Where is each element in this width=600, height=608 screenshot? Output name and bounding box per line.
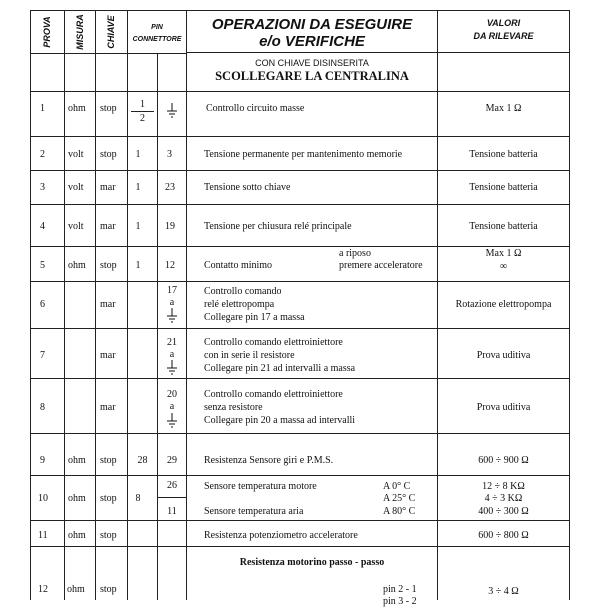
ground-icon bbox=[166, 103, 178, 119]
cell-operazione: Tensione per chiusura relé principale bbox=[204, 221, 352, 232]
cell-chiave: stop bbox=[100, 103, 117, 114]
cell-operazione: Sensore temperatura aria bbox=[204, 506, 304, 517]
cell-pin-b: 29 bbox=[167, 455, 177, 466]
cell-pin-a: 1 bbox=[135, 182, 141, 193]
cell-condizione: a riposo bbox=[339, 248, 371, 259]
cell-operazione: Tensione sotto chiave bbox=[204, 182, 291, 193]
cell-pin-b-bottom: 11 bbox=[167, 506, 177, 517]
cell-condizione: pin 2 - 1 bbox=[383, 584, 417, 595]
cell-operazione: Controllo circuito masse bbox=[206, 103, 305, 114]
cell-prova: 9 bbox=[40, 455, 45, 466]
cell-pin-b-top: 26 bbox=[167, 480, 177, 491]
header-connettore: CONNETTORE bbox=[132, 36, 182, 43]
ground-icon bbox=[166, 413, 178, 429]
cell-pin-b: 21 bbox=[167, 337, 177, 348]
cell-chiave: mar bbox=[100, 402, 116, 413]
cell-valore: Rotazione elettropompa bbox=[455, 299, 552, 310]
cell-prova: 7 bbox=[40, 350, 45, 361]
cell-misura: ohm bbox=[68, 493, 86, 504]
header-chiave: CHIAVE bbox=[106, 15, 116, 49]
cell-misura: volt bbox=[68, 182, 84, 193]
cell-pin-b: 17 bbox=[167, 285, 177, 296]
cell-misura: ohm bbox=[68, 260, 86, 271]
cell-valore: Tensione batteria bbox=[469, 182, 538, 193]
cell-prova: 1 bbox=[40, 103, 45, 114]
cell-misura: ohm bbox=[67, 584, 85, 595]
cell-valore: 3 ÷ 4 Ω bbox=[488, 586, 519, 597]
cell-valore: 600 ÷ 900 Ω bbox=[478, 455, 529, 466]
cell-chiave: mar bbox=[100, 221, 116, 232]
cell-chiave: mar bbox=[100, 350, 116, 361]
cell-misura: ohm bbox=[68, 530, 86, 541]
cell-valore: Prova uditiva bbox=[476, 402, 531, 413]
cell-misura: ohm bbox=[68, 455, 86, 466]
cell-pin-bottom: 2 bbox=[140, 113, 145, 124]
cell-valore: Max 1 Ω bbox=[485, 248, 522, 259]
cell-operazione: Collegare pin 21 ad intervalli a massa bbox=[204, 363, 356, 374]
cell-chiave: mar bbox=[100, 182, 116, 193]
cell-pin-b: 12 bbox=[165, 260, 175, 271]
cell-condizione: A 80° C bbox=[383, 506, 416, 517]
cell-prova: 11 bbox=[38, 530, 48, 541]
ground-icon bbox=[166, 360, 178, 376]
cell-chiave: stop bbox=[100, 530, 117, 541]
subheader-chiave-disinserita: CON CHIAVE DISINSERITA bbox=[255, 58, 369, 68]
cell-operazione: con in serie il resistore bbox=[204, 350, 295, 361]
cell-prova: 8 bbox=[40, 402, 45, 413]
cell-pin-a: 8 bbox=[135, 493, 141, 504]
header-prova: PROVA bbox=[42, 16, 52, 48]
cell-valore: Tensione batteria bbox=[469, 221, 538, 232]
cell-valore: ∞ bbox=[499, 261, 508, 272]
header-pin: PIN bbox=[151, 24, 163, 31]
cell-valore: 4 ÷ 3 KΩ bbox=[484, 493, 523, 504]
cell-operazione: Controllo comando elettroiniettore bbox=[204, 337, 343, 348]
ground-icon bbox=[166, 308, 178, 324]
cell-misura: volt bbox=[68, 149, 84, 160]
cell-pin-b: 3 bbox=[167, 149, 172, 160]
cell-operazione: relé elettropompa bbox=[204, 299, 275, 310]
cell-prova: 3 bbox=[40, 182, 45, 193]
cell-chiave: stop bbox=[100, 260, 117, 271]
cell-chiave: stop bbox=[100, 584, 117, 595]
cell-condizione: premere acceleratore bbox=[339, 260, 423, 271]
cell-valore: Tensione batteria bbox=[469, 149, 538, 160]
cell-operazione-title: Resistenza motorino passo - passo bbox=[239, 557, 385, 568]
cell-operazione: senza resistore bbox=[204, 402, 263, 413]
cell-prova: 2 bbox=[40, 149, 45, 160]
cell-misura: ohm bbox=[68, 103, 86, 114]
cell-pin-a: 28 bbox=[137, 455, 148, 466]
header-valori: VALORI bbox=[486, 18, 521, 28]
cell-operazione: Resistenza potenziometro acceleratore bbox=[204, 530, 358, 541]
cell-valore: Prova uditiva bbox=[476, 350, 531, 361]
cell-pin-b: 23 bbox=[165, 182, 175, 193]
cell-prova: 6 bbox=[40, 299, 45, 310]
cell-operazione: Collegare pin 20 a massa ad intervalli bbox=[204, 415, 356, 426]
cell-condizione: pin 3 - 2 bbox=[383, 596, 417, 607]
subheader-scollegare: SCOLLEGARE LA CENTRALINA bbox=[215, 69, 409, 83]
cell-pin-a: 1 bbox=[135, 221, 141, 232]
cell-pin-top: 1 bbox=[140, 99, 145, 110]
cell-chiave: stop bbox=[100, 455, 117, 466]
cell-pin-b-a: a bbox=[169, 349, 175, 360]
cell-operazione: Sensore temperatura motore bbox=[204, 481, 317, 492]
cell-chiave: stop bbox=[100, 149, 117, 160]
cell-condizione: A 0° C bbox=[383, 481, 411, 492]
cell-pin-b-a: a bbox=[169, 297, 175, 308]
cell-chiave: stop bbox=[100, 493, 117, 504]
cell-operazione: Collegare pin 17 a massa bbox=[204, 312, 305, 323]
cell-pin-b: 19 bbox=[165, 221, 175, 232]
header-misura: MISURA bbox=[75, 14, 85, 50]
cell-prova: 12 bbox=[38, 584, 48, 595]
cell-chiave: mar bbox=[100, 299, 116, 310]
cell-prova: 4 bbox=[40, 221, 45, 232]
cell-operazione: Resistenza Sensore giri e P.M.S. bbox=[204, 455, 334, 466]
cell-valore: Max 1 Ω bbox=[485, 103, 522, 114]
cell-misura: volt bbox=[68, 221, 84, 232]
cell-prova: 10 bbox=[38, 493, 48, 504]
cell-operazione: Contatto minimo bbox=[204, 260, 273, 271]
cell-condizione: A 25° C bbox=[383, 493, 416, 504]
header-verifiche: e/o VERIFICHE bbox=[259, 33, 365, 50]
cell-pin-a: 1 bbox=[135, 260, 141, 271]
cell-operazione: Tensione permanente per mantenimento memorie bbox=[204, 149, 403, 160]
header-operazioni: OPERAZIONI DA ESEGUIRE bbox=[211, 16, 413, 33]
cell-valore: 600 ÷ 800 Ω bbox=[478, 530, 529, 541]
cell-operazione: Controllo comando bbox=[204, 286, 282, 297]
cell-pin-b: 20 bbox=[167, 389, 177, 400]
header-da-rilevare: DA RILEVARE bbox=[473, 31, 534, 41]
cell-pin-b-a: a bbox=[169, 401, 175, 412]
cell-pin-a: 1 bbox=[135, 149, 141, 160]
cell-operazione: Controllo comando elettroiniettore bbox=[204, 389, 343, 400]
cell-prova: 5 bbox=[40, 260, 45, 271]
cell-valore: 12 ÷ 8 KΩ bbox=[482, 481, 525, 492]
cell-valore: 400 ÷ 300 Ω bbox=[478, 506, 529, 517]
